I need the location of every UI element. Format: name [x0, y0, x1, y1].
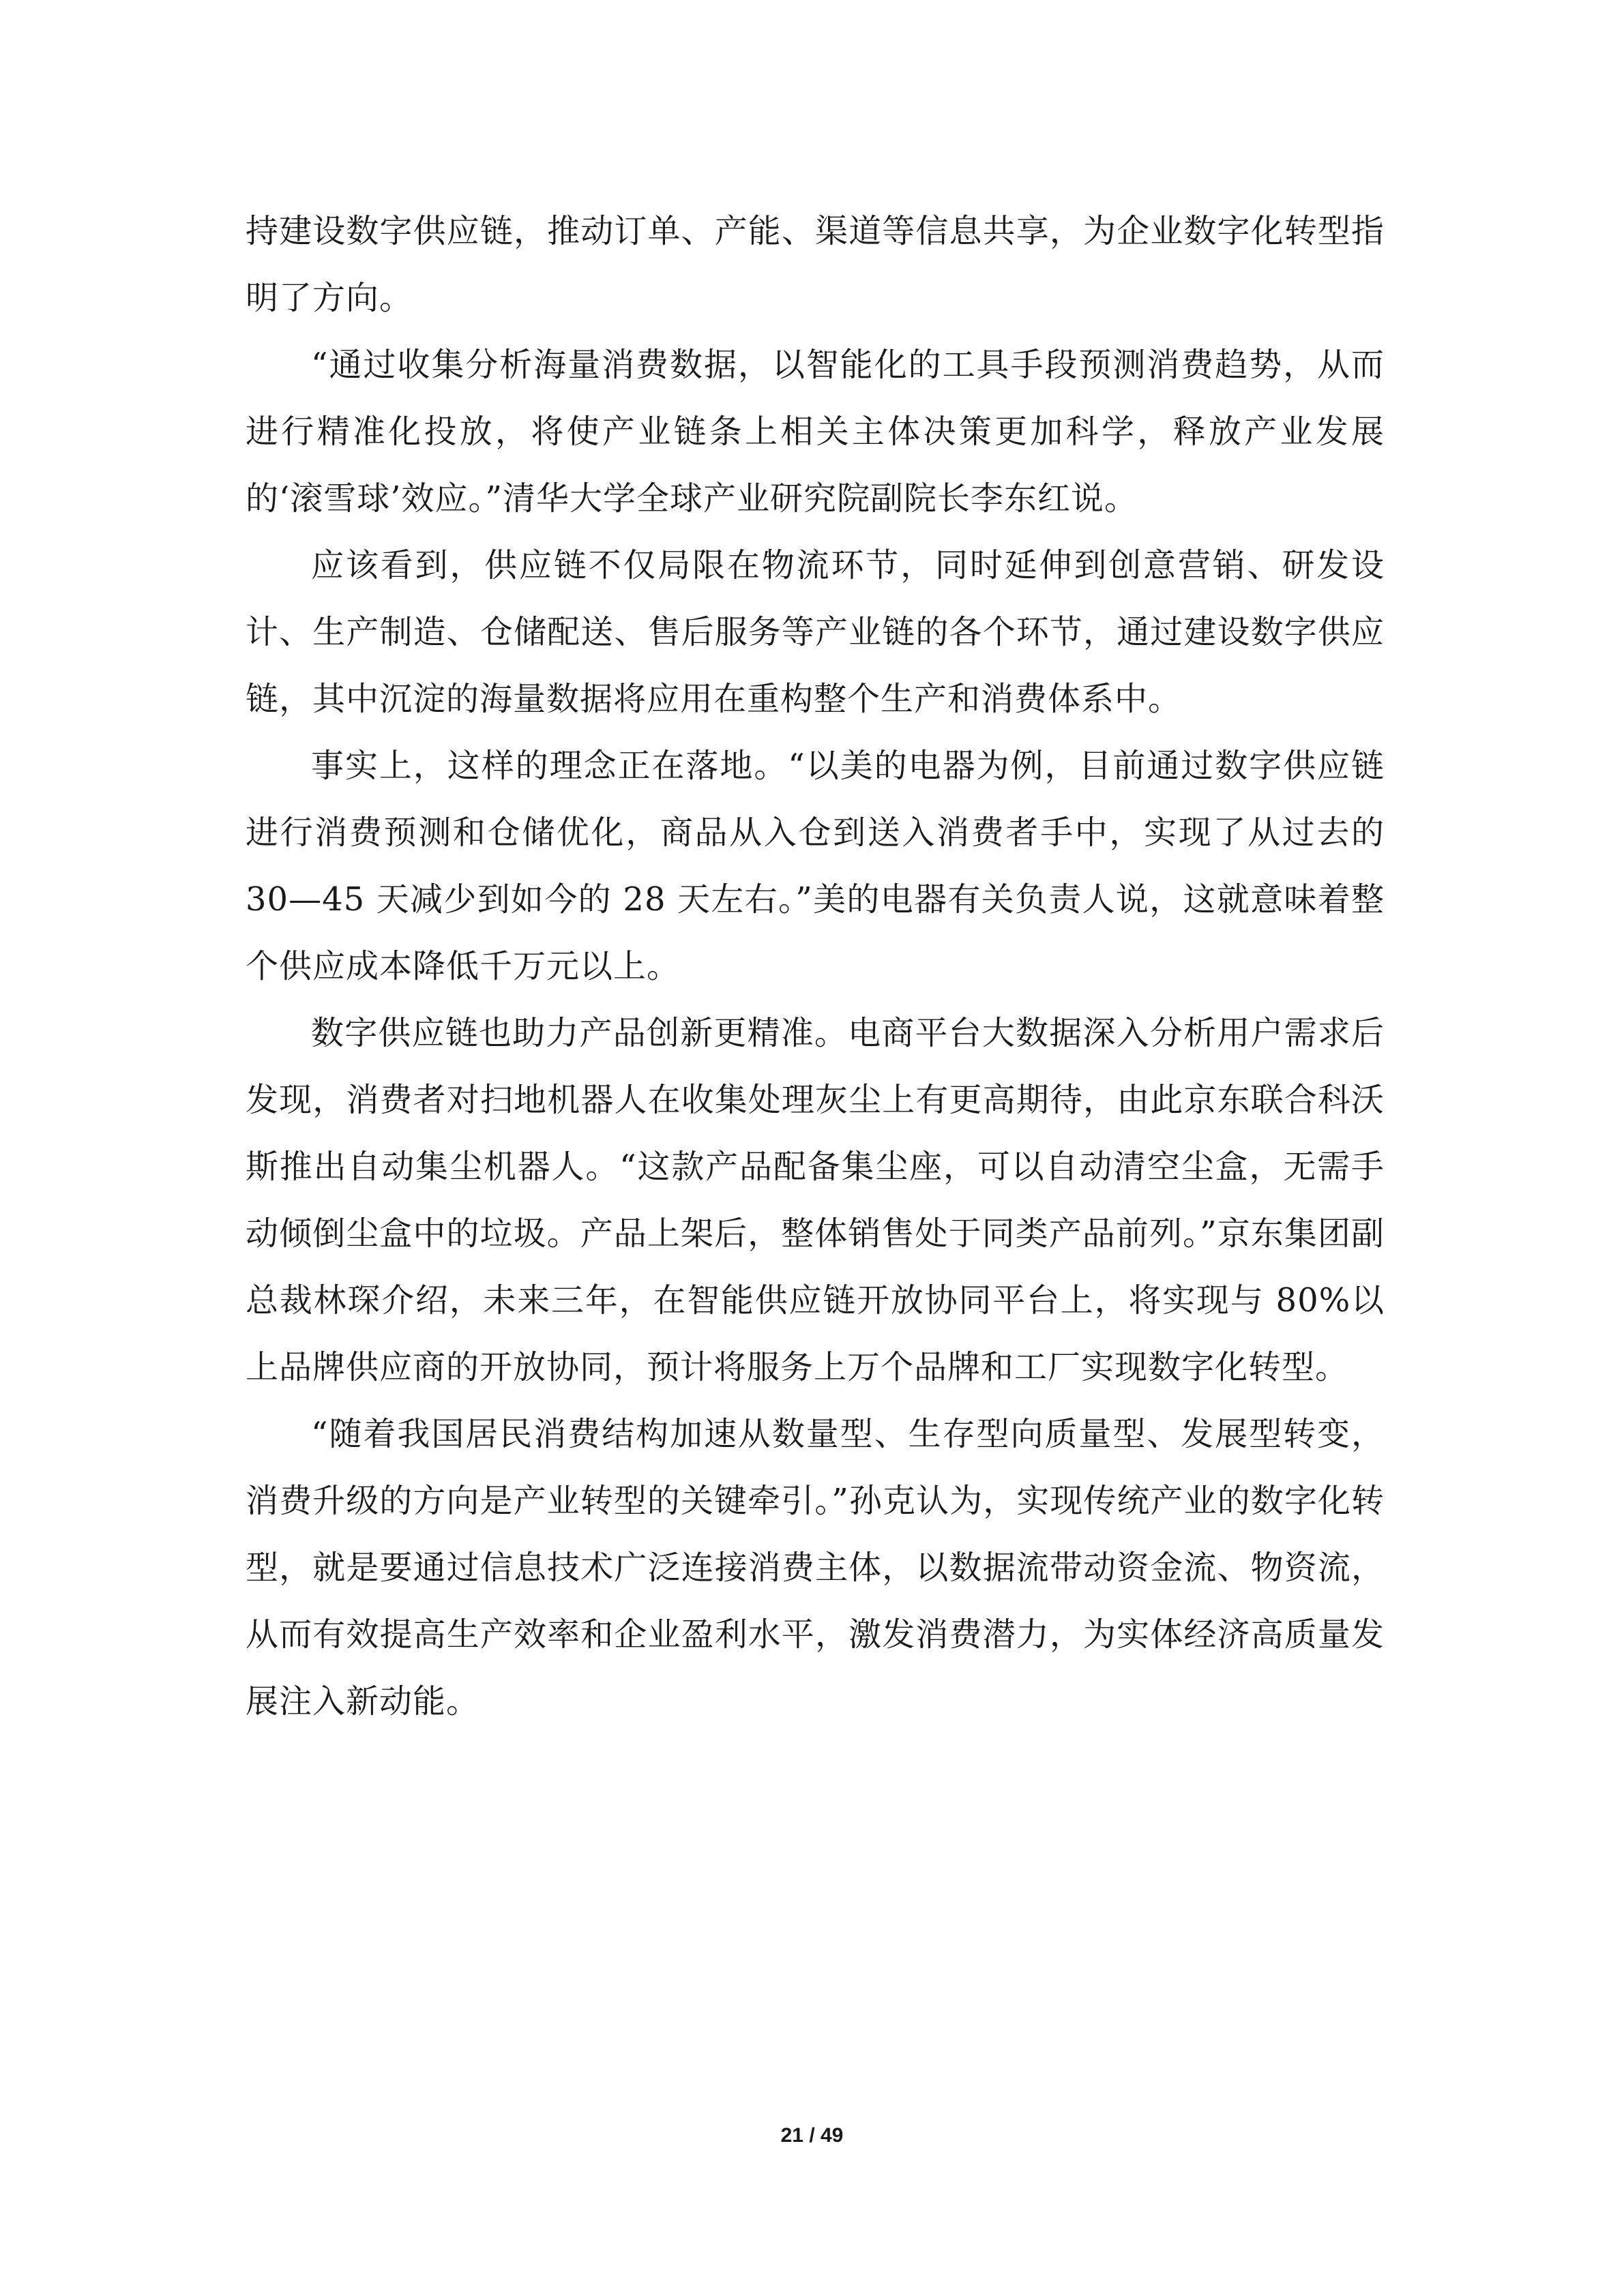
- paragraph-6: “随着我国居民消费结构加速从数量型、生存型向质量型、发展型转变，消费升级的方向是产业转型的关键牵引。”孙克认为，实现传统产业的数字化转型，就是要通过信息技术广泛连接消费主体，以数据流带动资金流、物资流，从而有效提高生产效率和企业盈利水平，激发消费潜力，为实体经济高质量发展注入新动能。: [246, 1415, 1385, 1720]
- paragraph-5: 数字供应链也助力产品创新更精准。电商平台大数据深入分析用户需求后发现，消费者对扫地机器人在收集处理灰尘上有更高期待，由此京东联合科沃斯推出自动集尘机器人。“这款产品配备集尘座，可以自动清空尘盒，无需手动倾倒尘盒中的垃圾。产品上架后，整体销售处于同类产品前列。”京东集团副总裁林琛介绍，未来三年，在智能供应链开放协同平台上，将实现与 80%以上品牌供应商的开放协同，预计将服务上万个品牌和工厂实现数字化转型。: [246, 1014, 1385, 1386]
- page-number: 21 / 49: [780, 2124, 844, 2147]
- paragraph-1: 持建设数字供应链，推动订单、产能、渠道等信息共享，为企业数字化转型指明了方向。: [246, 212, 1385, 317]
- paragraph-3: 应该看到，供应链不仅局限在物流环节，同时延伸到创意营销、研发设计、生产制造、仓储配送、售后服务等产业链的各个环节，通过建设数字供应链，其中沉淀的海量数据将应用在重构整个生产和消费体系中。: [246, 546, 1385, 718]
- article-body: [246, 198, 1385, 1735]
- paragraph-2: “通过收集分析海量消费数据，以智能化的工具手段预测消费趋势，从而进行精准化投放，将使产业链条上相关主体决策更加科学，释放产业发展的‘滚雪球’效应。”清华大学全球产业研究院副院长李东红说。: [246, 346, 1385, 518]
- paragraph-4: 事实上，这样的理念正在落地。“以美的电器为例，目前通过数字供应链进行消费预测和仓储优化，商品从入仓到送入消费者手中，实现了从过去的 30—45 天减少到如今的 28 天左右。”美的电器有关负责人说，这就意味着整个供应成本降低千万元以上。: [246, 747, 1385, 985]
